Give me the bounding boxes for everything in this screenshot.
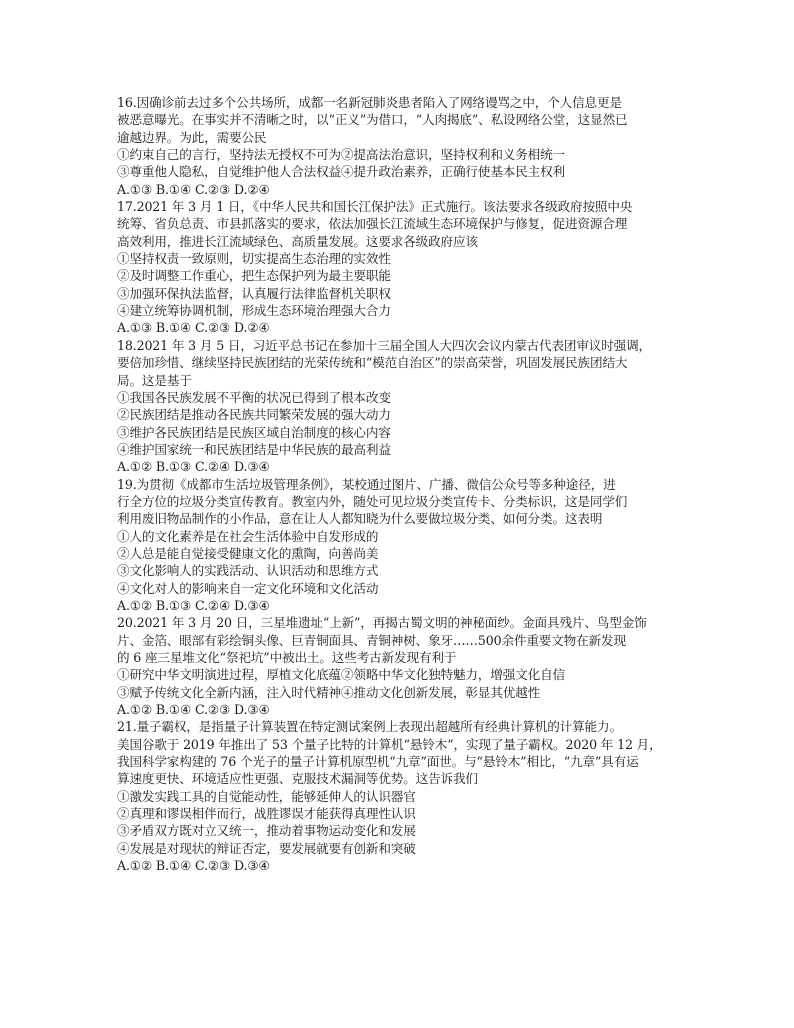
question-text-line: 高效利用，推进长江流域绿色、高质量发展。这要求各级政府应该 bbox=[117, 233, 478, 249]
question-q17 bbox=[117, 198, 687, 337]
question-text-line: 被恶意曝光。在事实并不清晰之时，以“正义”为借口，“人肉揭底”、私设网络公堂，这显然已 bbox=[117, 112, 628, 128]
option-statement: ④维护国家统一和民族团结是中华民族的最高利益 bbox=[117, 441, 391, 457]
question-q20 bbox=[117, 614, 687, 718]
question-text-line: 算速度更快、环境适应性更强、克服技术漏洞等优势。这告诉我们 bbox=[117, 771, 478, 787]
answer-choices: A.①③ B.①④ C.②③ D.②④ bbox=[117, 181, 270, 197]
answer-choices: A.①② B.①④ C.②③ D.③④ bbox=[117, 858, 270, 874]
option-statement: ②及时调整工作重心，把生态保护列为最主要职能 bbox=[117, 268, 391, 284]
option-statement: ④文化对人的影响来自一定文化环境和文化活动 bbox=[117, 580, 379, 596]
option-statement: ③矛盾双方既对立又统一，推动着事物运动变化和发展 bbox=[117, 823, 416, 839]
question-text-line: 要倍加珍惜、继续坚持民族团结的光荣传统和“模范自治区”的崇高荣誉，巩固发展民族团结大 bbox=[117, 355, 628, 371]
question-text-line: 片、金箔、眼部有彩绘铜头像、巨青铜面具、青铜神树、象牙……500余件重要文物在新发现 bbox=[117, 632, 626, 648]
question-text-line: 统筹、省负总责、市县抓落实的要求，依法加强长江流域生态环境保护与修复，促进资源合理 bbox=[117, 216, 628, 232]
option-statement: ③尊重他人隐私，自觉维护他人合法权益④提升政治素养，正确行使基本民主权利 bbox=[117, 164, 565, 180]
option-statement: ②人总是能自觉接受健康文化的熏陶，向善尚美 bbox=[117, 545, 379, 561]
option-statement: ③维护各民族团结是民族区域自治制度的核心内容 bbox=[117, 424, 391, 440]
question-q19 bbox=[117, 476, 687, 615]
question-text-line: 20.2021 年 3 月 20 日，三星堆遗址“上新”，再揭古蜀文明的神秘面纱。金面具残片、鸟型金饰 bbox=[117, 615, 647, 631]
question-q16 bbox=[117, 94, 687, 198]
question-text-line: 行全方位的垃圾分类宣传教育。教室内外，随处可见垃圾分类宣传卡、分类标识，这是同学们 bbox=[117, 493, 628, 509]
option-statement: ①我国各民族发展不平衡的状况已得到了根本改变 bbox=[117, 389, 391, 405]
option-statement: ①约束自己的言行，坚持法无授权不可为②提高法治意识，坚持权利和义务相统一 bbox=[117, 147, 565, 163]
question-q21 bbox=[117, 718, 687, 874]
question-text-line: 美国谷歌于 2019 年推出了 53 个量子比特的计算机“悬铃木”，实现了量子霸权。2020 年 12 月， bbox=[117, 736, 662, 752]
question-text-line: 21.量子霸权，是指量子计算装置在特定测试案例上表现出超越所有经典计算机的计算能力。 bbox=[117, 719, 622, 735]
option-statement: ③赋予传统文化全新内涵，注入时代精神④推动文化创新发展，彰显其优越性 bbox=[117, 684, 541, 700]
option-statement: ④发展是对现状的辩证否定，要发展就要有创新和突破 bbox=[117, 840, 416, 856]
answer-choices: A.①② B.①④ C.②③ D.③④ bbox=[117, 702, 270, 718]
answer-choices: A.①② B.①③ C.②④ D.③④ bbox=[117, 459, 270, 475]
option-statement: ①激发实践工具的自觉能动性，能够延伸人的认识器官 bbox=[117, 788, 416, 804]
option-statement: ③加强环保执法监督，认真履行法律监督机关职权 bbox=[117, 285, 391, 301]
question-list bbox=[117, 94, 687, 874]
question-text-line: 局。这是基于 bbox=[117, 372, 192, 388]
option-statement: ④建立统筹协调机制，形成生态环境治理强大合力 bbox=[117, 303, 391, 319]
option-statement: ③文化影响人的实践活动、认识活动和思维方式 bbox=[117, 563, 379, 579]
question-text-line: 19.为贯彻《成都市生活垃圾管理条例》，某校通过图片、广播、微信公众号等多种途径，进 bbox=[117, 476, 616, 492]
option-statement: ①坚持权责一致原则，切实提高生态治理的实效性 bbox=[117, 251, 391, 267]
question-text-line: 16.因确诊前去过多个公共场所，成都一名新冠肺炎患者陷入了网络谩骂之中，个人信息更是 bbox=[117, 95, 622, 110]
option-statement: ②民族团结是推动各民族共同繁荣发展的强大动力 bbox=[117, 407, 391, 423]
answer-choices: A.①② B.①③ C.②④ D.③④ bbox=[117, 597, 270, 613]
option-statement: ①研究中华文明演进过程，厚植文化底蕴②领略中华文化独特魅力，增强文化自信 bbox=[117, 667, 565, 683]
question-q18 bbox=[117, 337, 687, 476]
question-text-line: 18.2021 年 3 月 5 日，习近平总书记在参加十三届全国人大四次会议内蒙古代表团审议时强调， bbox=[117, 337, 651, 353]
question-text-line: 17.2021 年 3 月 1 日，《中华人民共和国长江保护法》正式施行。该法要求各级政府按照中央 bbox=[117, 199, 633, 215]
option-statement: ②真理和谬误相伴而行，战胜谬误才能获得真理性认识 bbox=[117, 806, 416, 822]
question-text-line: 我国科学家构建的 76 个光子的量子计算机原型机“九章”面世。与“悬铃木”相比，“九章”具有运 bbox=[117, 754, 639, 770]
question-text-line: 利用废旧物品制作的小作品，意在让人人都知晓为什么要做垃圾分类、如何分类。这表明 bbox=[117, 511, 603, 527]
question-text-line: 逾越边界。为此，需要公民 bbox=[117, 129, 267, 145]
question-text-line: 的 6 座三星堆文化“祭祀坑”中被出土。这些考古新发现有利于 bbox=[117, 650, 457, 665]
answer-choices: A.①③ B.①④ C.②③ D.②④ bbox=[117, 320, 270, 336]
option-statement: ①人的文化素养是在社会生活体验中自发形成的 bbox=[117, 528, 379, 544]
